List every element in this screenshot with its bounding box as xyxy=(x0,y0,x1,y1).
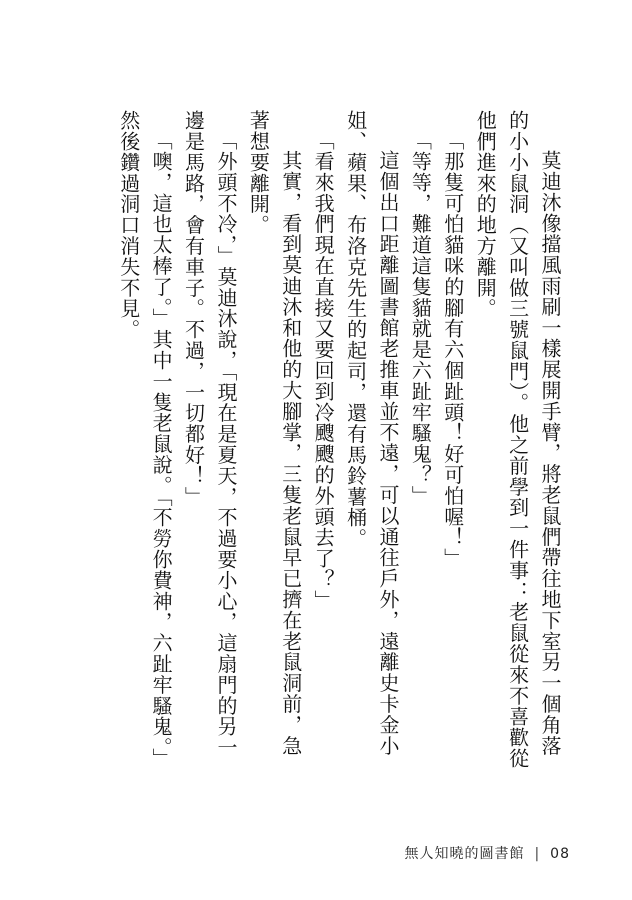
paragraph-4: 這個出口距離圖書館老推車並不遠，可以通往戶外，遠離史卡金小姐、蘋果、布洛克先生的起司，還有馬鈴薯桶。 xyxy=(343,110,400,757)
paragraph-2: 「那隻可怕貓咪的腳有六個趾頭！好可怕喔！」 xyxy=(440,130,465,569)
paragraph-7: 「外頭不冷，」莫迪沐說，「現在是夏天，不過要小心，這扇門的另一邊是馬路，會有車子。不過，一切都好！」 xyxy=(181,110,238,758)
body-text xyxy=(66,110,566,770)
paragraph-5: 「看來我們現在直接又要回到冷颼颼的外頭去了？」 xyxy=(311,130,336,611)
running-title: 無人知曉的圖書館 xyxy=(404,846,525,862)
paragraph-1: 莫迪沐像擋風雨刷一樣展開手臂，將老鼠們帶往地下室另一個角落的小小鼠洞（又叫做三號鼠門）。他之前學到一件事：老鼠從來不喜歡從他們進來的地方離開。 xyxy=(473,110,562,769)
paragraph-6: 其實，看到莫迪沐和他的大腳掌，三隻老鼠早已擠在老鼠洞前，急著想要離開。 xyxy=(246,110,303,757)
footer-separator: | xyxy=(534,846,541,862)
page-number: 08 xyxy=(550,846,570,862)
paragraph-3: 「等等，難道這隻貓就是六趾牢騷鬼？」 xyxy=(408,130,433,507)
paragraph-8: 「噢，這也太棒了。」其中一隻老鼠說。「不勞你費神，六趾牢騷鬼。」然後鑽過洞口消失不見。 xyxy=(116,110,174,769)
page-footer xyxy=(404,843,570,863)
